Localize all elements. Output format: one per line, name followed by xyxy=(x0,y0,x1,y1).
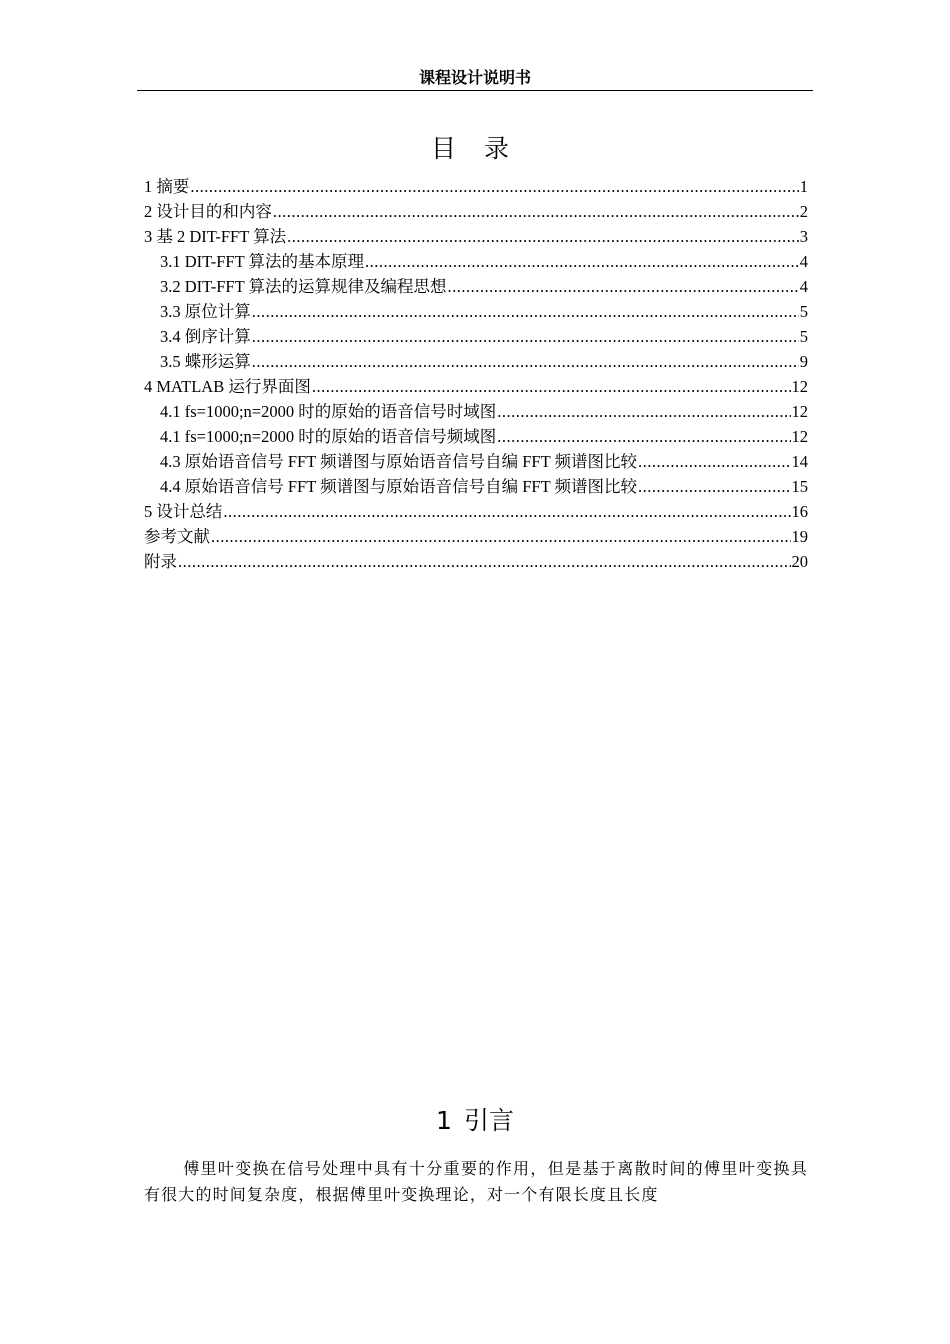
toc-dot-leader xyxy=(252,349,799,374)
toc-dot-leader xyxy=(365,249,799,274)
toc-entry-page: 1 xyxy=(799,177,808,196)
toc-entry-page: 2 xyxy=(799,202,808,221)
toc-entry-page: 12 xyxy=(791,402,808,421)
toc-entry-label: 3.3 原位计算 xyxy=(160,302,251,321)
section-heading xyxy=(0,1104,950,1138)
toc-dot-leader xyxy=(638,474,790,499)
toc-entry[interactable] xyxy=(144,224,808,249)
running-header xyxy=(137,66,813,91)
intro-paragraph: 傅里叶变换在信号处理中具有十分重要的作用，但是基于离散时间的傅里叶变换具有很大的时间复杂度，根据傅里叶变换理论，对一个有限长度且长度 xyxy=(144,1159,808,1204)
toc-title: 目 录 xyxy=(431,134,519,163)
toc-entry[interactable] xyxy=(144,549,808,574)
toc-entry-page: 4 xyxy=(799,252,808,271)
toc-dot-leader xyxy=(252,299,799,324)
toc-dot-leader xyxy=(638,449,790,474)
toc-dot-leader xyxy=(497,399,790,424)
toc-entry[interactable] xyxy=(144,424,808,449)
toc-dot-leader xyxy=(211,524,791,549)
toc-entry-label: 2 设计目的和内容 xyxy=(144,202,272,221)
toc-entry-label: 4.4 原始语音信号 FFT 频谱图与原始语音信号自编 FFT 频谱图比较 xyxy=(160,477,638,496)
toc-entry-page: 4 xyxy=(799,277,808,296)
toc-entry[interactable] xyxy=(144,299,808,324)
toc-entry-label: 4 MATLAB 运行界面图 xyxy=(144,377,311,396)
toc-entry-label: 1 摘要 xyxy=(144,177,190,196)
toc-dot-leader xyxy=(497,424,790,449)
toc-dot-leader xyxy=(223,499,790,524)
toc-entry-label: 4.1 fs=1000;n=2000 时的原始的语音信号频域图 xyxy=(160,427,497,446)
toc-entry[interactable] xyxy=(144,349,808,374)
toc-entry-page: 3 xyxy=(799,227,808,246)
toc-dot-leader xyxy=(447,274,798,299)
toc-entry-page: 12 xyxy=(791,427,808,446)
toc-entry-page: 12 xyxy=(791,377,808,396)
toc-entry-page: 9 xyxy=(799,352,808,371)
toc-entry[interactable] xyxy=(144,399,808,424)
toc-entry-page: 5 xyxy=(799,302,808,321)
toc-entry-label: 参考文献 xyxy=(144,527,210,546)
toc-dot-leader xyxy=(312,374,791,399)
toc-dot-leader xyxy=(273,199,799,224)
toc-entry-label: 4.1 fs=1000;n=2000 时的原始的语音信号时域图 xyxy=(160,402,497,421)
toc-entry[interactable] xyxy=(144,474,808,499)
toc-entry-label: 3.4 倒序计算 xyxy=(160,327,251,346)
toc-entry[interactable] xyxy=(144,374,808,399)
toc-dot-leader xyxy=(252,324,799,349)
toc-dot-leader xyxy=(287,224,799,249)
toc-entry[interactable] xyxy=(144,324,808,349)
toc-entry-page: 5 xyxy=(799,327,808,346)
section-number: 1 xyxy=(436,1106,452,1135)
toc-entry-page: 16 xyxy=(791,502,808,521)
toc-entry-page: 19 xyxy=(791,527,808,546)
toc-entry[interactable] xyxy=(144,199,808,224)
section-title: 引言 xyxy=(463,1106,514,1135)
toc-entry-label: 3 基 2 DIT-FFT 算法 xyxy=(144,227,287,246)
toc-entry-label: 3.2 DIT-FFT 算法的运算规律及编程思想 xyxy=(160,277,447,296)
table-of-contents xyxy=(144,174,808,574)
toc-entry[interactable] xyxy=(144,274,808,299)
toc-entry-page: 20 xyxy=(791,552,808,571)
toc-entry[interactable] xyxy=(144,249,808,274)
toc-entry-page: 15 xyxy=(791,477,808,496)
header-title: 课程设计说明书 xyxy=(418,68,531,87)
toc-entry-page: 14 xyxy=(791,452,808,471)
toc-entry[interactable] xyxy=(144,174,808,199)
toc-entry[interactable] xyxy=(144,524,808,549)
toc-dot-leader xyxy=(178,549,791,574)
toc-dot-leader xyxy=(190,174,798,199)
toc-entry-label: 3.1 DIT-FFT 算法的基本原理 xyxy=(160,252,364,271)
toc-entry[interactable] xyxy=(144,499,808,524)
toc-entry-label: 3.5 蝶形运算 xyxy=(160,352,251,371)
toc-entry-label: 附录 xyxy=(144,552,177,571)
toc-entry-label: 4.3 原始语音信号 FFT 频谱图与原始语音信号自编 FFT 频谱图比较 xyxy=(160,452,638,471)
toc-entry-label: 5 设计总结 xyxy=(144,502,223,521)
toc-entry[interactable] xyxy=(144,449,808,474)
